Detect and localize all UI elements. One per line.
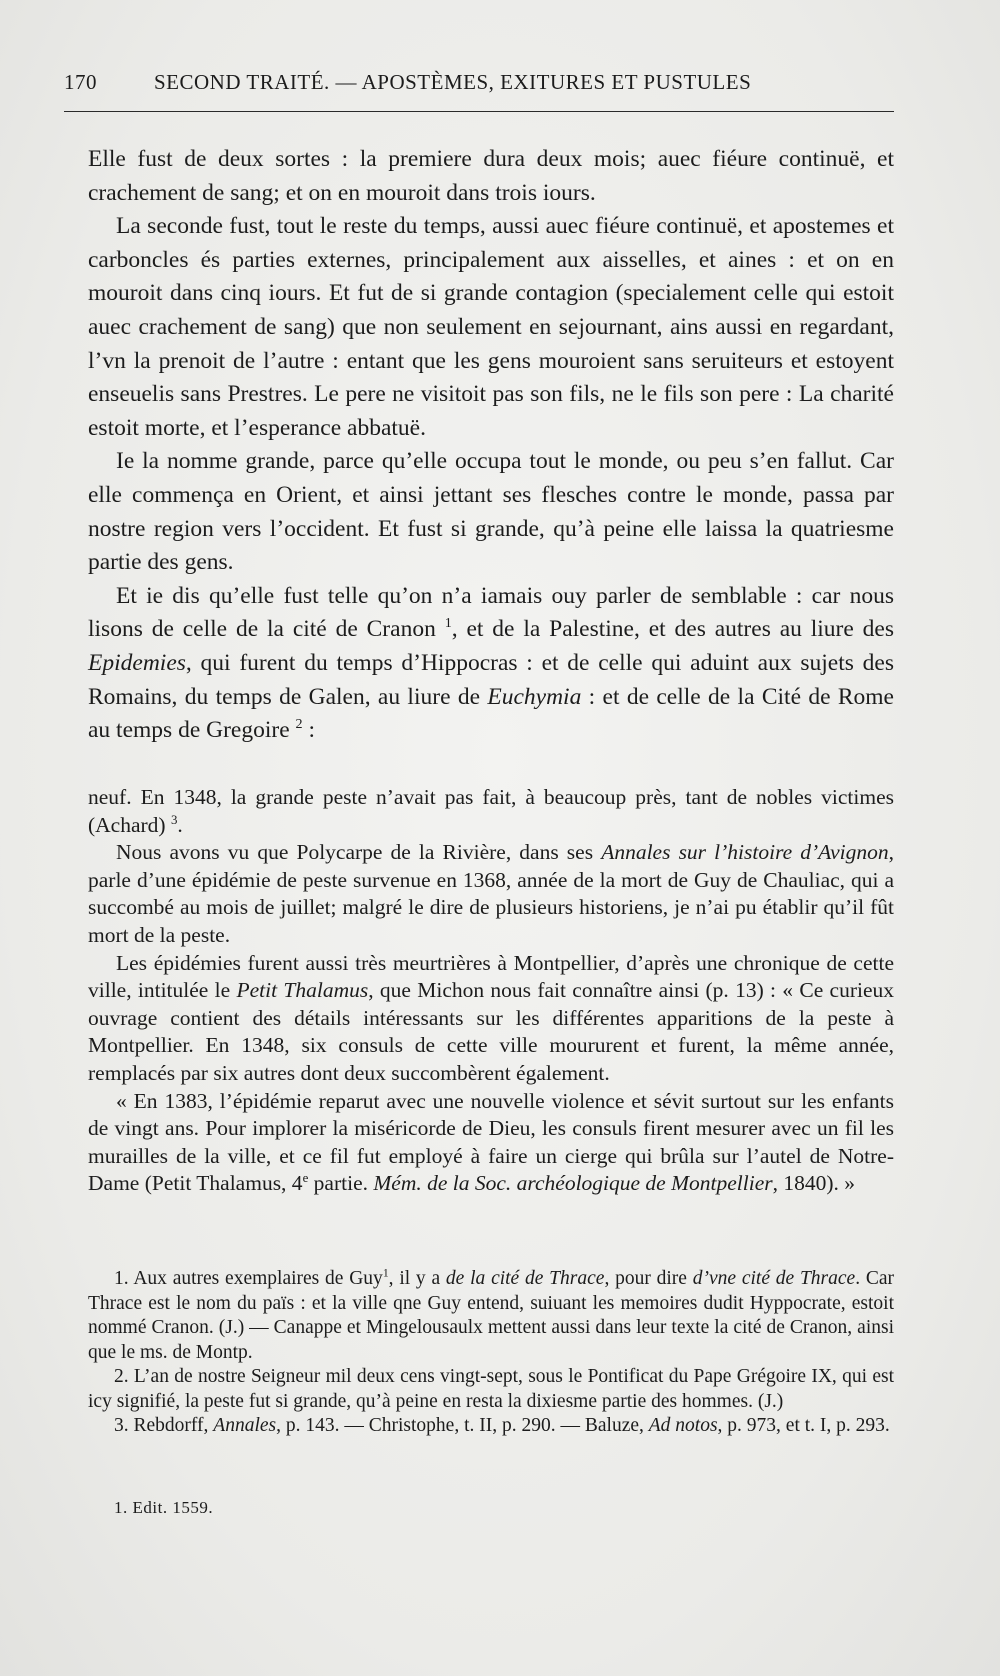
- footnote-ref-2: 2: [295, 716, 303, 733]
- title-memoires-societe: Mém. de la Soc. archéologique de Montpellier: [373, 1171, 773, 1196]
- page-number: 170: [64, 70, 97, 94]
- commentary-paragraph-4: « En 1383, l’épidémie reparut avec une nouvelle violence et sévit surtout sur les enfants de vingt ans. Pour implorer la miséricorde de Dieu, les consuls firent mesurer avec un fil les murailles de la ville, et ce fil fut employé à faire un cierge qui brûla sur l’autel de Notre-Dame (Petit Thalamus, 4e partie. Mém. de la Soc. archéologique de Montpellier, 1840). »: [88, 1088, 894, 1196]
- footnote-1: 1. Aux autres exemplaires de Guy$^1$, il y a de la cité de Thrace, pour dire d’vne cité de Thrace. Car Thrace est le nom du païs : et la ville qne Guy entend, suiuant les memoires dudit Hyppocrate, estoit nommé Cranon. (J.) — Canappe et Mingelousaulx mettent aussi dans leur texte la cité de Cranon, ainsi que le ms. de Montp.: [88, 1266, 895, 1363]
- footnote-ref-3: 3: [170, 812, 178, 827]
- paragraph-1: Elle fust de deux sortes : la premiere dura deux mois; auec fiéure continuë, et crachement de sang; et on en mouroit dans trois iours.: [88, 146, 894, 206]
- title-annales-avignon: Annales sur l’histoire d’Avignon: [601, 840, 889, 865]
- footnote-2: 2. L’an de nostre Seigneur mil deux cens vingt-sept, sous le Pontificat du Pape Grégoire IX, qui est icy signifié, la peste fut si grande, qu’à peine en resta la dixiesme partie des hommes. (J.): [88, 1366, 894, 1412]
- main-text: [88, 143, 894, 748]
- title-petit-thalamus: Petit Thalamus: [236, 978, 369, 1003]
- header-rule: [64, 111, 894, 112]
- paragraph-2: La seconde fust, tout le reste du temps, aussi auec fiéure continuë, et apostemes et carboncles és parties externes, principalement aux aisselles, et aines : et on en mouroit dans cinq iours. Et fut de si grande contagion (specialement celle qui estoit auec crachement de sang) que non seulement en sejournant, ains aussi en regardant, l’vn la prenoit de l’autre : entant que les gens mouroient sans seruiteurs et estoyent enseuelis sans Prestres. Le pere ne visitoit pas son fils, ne le fils son pere : La charité estoit morte, et l’esperance abbatuë.: [88, 213, 894, 441]
- commentary-paragraph-2: Nous avons vu que Polycarpe de la Rivière, dans ses Annales sur l’histoire d’Avignon, parle d’une épidémie de peste survenue en 1368, année de la mort de Guy de Chauliac, qui a succombé au mois de juillet; malgré le dire de plusieurs historiens, je n’ai pu établir qu’il fût mort de la peste.: [88, 840, 895, 947]
- commentary-text: [88, 784, 894, 1198]
- edition-note: 1. Edit. 1559.: [114, 1498, 214, 1517]
- book-title-epidemies: Epidemies: [88, 649, 186, 676]
- commentary-paragraph-1: neuf. En 1348, la grande peste n’avait pas fait, à beaucoup près, tant de nobles victimes (Achard) $^3$.: [88, 785, 894, 837]
- paragraph-3: Ie la nomme grande, parce qu’elle occupa tout le monde, ou peu s’en fallut. Car elle commença en Orient, et ainsi jettant ses flesches contre le monde, passa par nostre region vers l’occident. Et fust si grande, qu’à peine elle laissa la quatriesme partie des gens.: [88, 448, 894, 576]
- paragraph-4: Et ie dis qu’elle fust telle qu’on n’a iamais ouy parler de semblable : car nous lisons de celle de la cité de Cranon $^1$, et de la Palestine, et des autres au liure des Epidemies, qui furent du temps d’Hippocras : et de celle qui aduint aux sujets des Romains, du temps de Galen, au liure de Euchymia : et de celle de la Cité de Rome au temps de Gregoire $^2$ :: [88, 582, 894, 744]
- commentary-paragraph-3: Les épidémies furent aussi très meurtrières à Montpellier, d’après une chronique de cette ville, intitulée le Petit Thalamus, que Michon nous fait connaître ainsi (p. 13) : « Ce curieux ouvrage contient des détails intéressants sur les différentes apparitions de la peste à Montpellier. En 1348, six consuls de cette ville moururent et furent, la même année, remplacés par six autres dont deux succombèrent également.: [88, 950, 895, 1085]
- running-title: SECOND TRAITÉ. — APOSTÈMES, EXITURES ET PUSTULES: [154, 70, 752, 94]
- footnote-3: 3. Rebdorff, Annales, p. 143. — Christophe, t. II, p. 290. — Baluze, Ad notos, p. 973, et t. I, p. 293.: [114, 1415, 890, 1436]
- book-title-euchymia: Euchymia: [487, 683, 582, 710]
- footnote-ref-1: 1: [444, 615, 452, 632]
- footnotes: [88, 1267, 894, 1439]
